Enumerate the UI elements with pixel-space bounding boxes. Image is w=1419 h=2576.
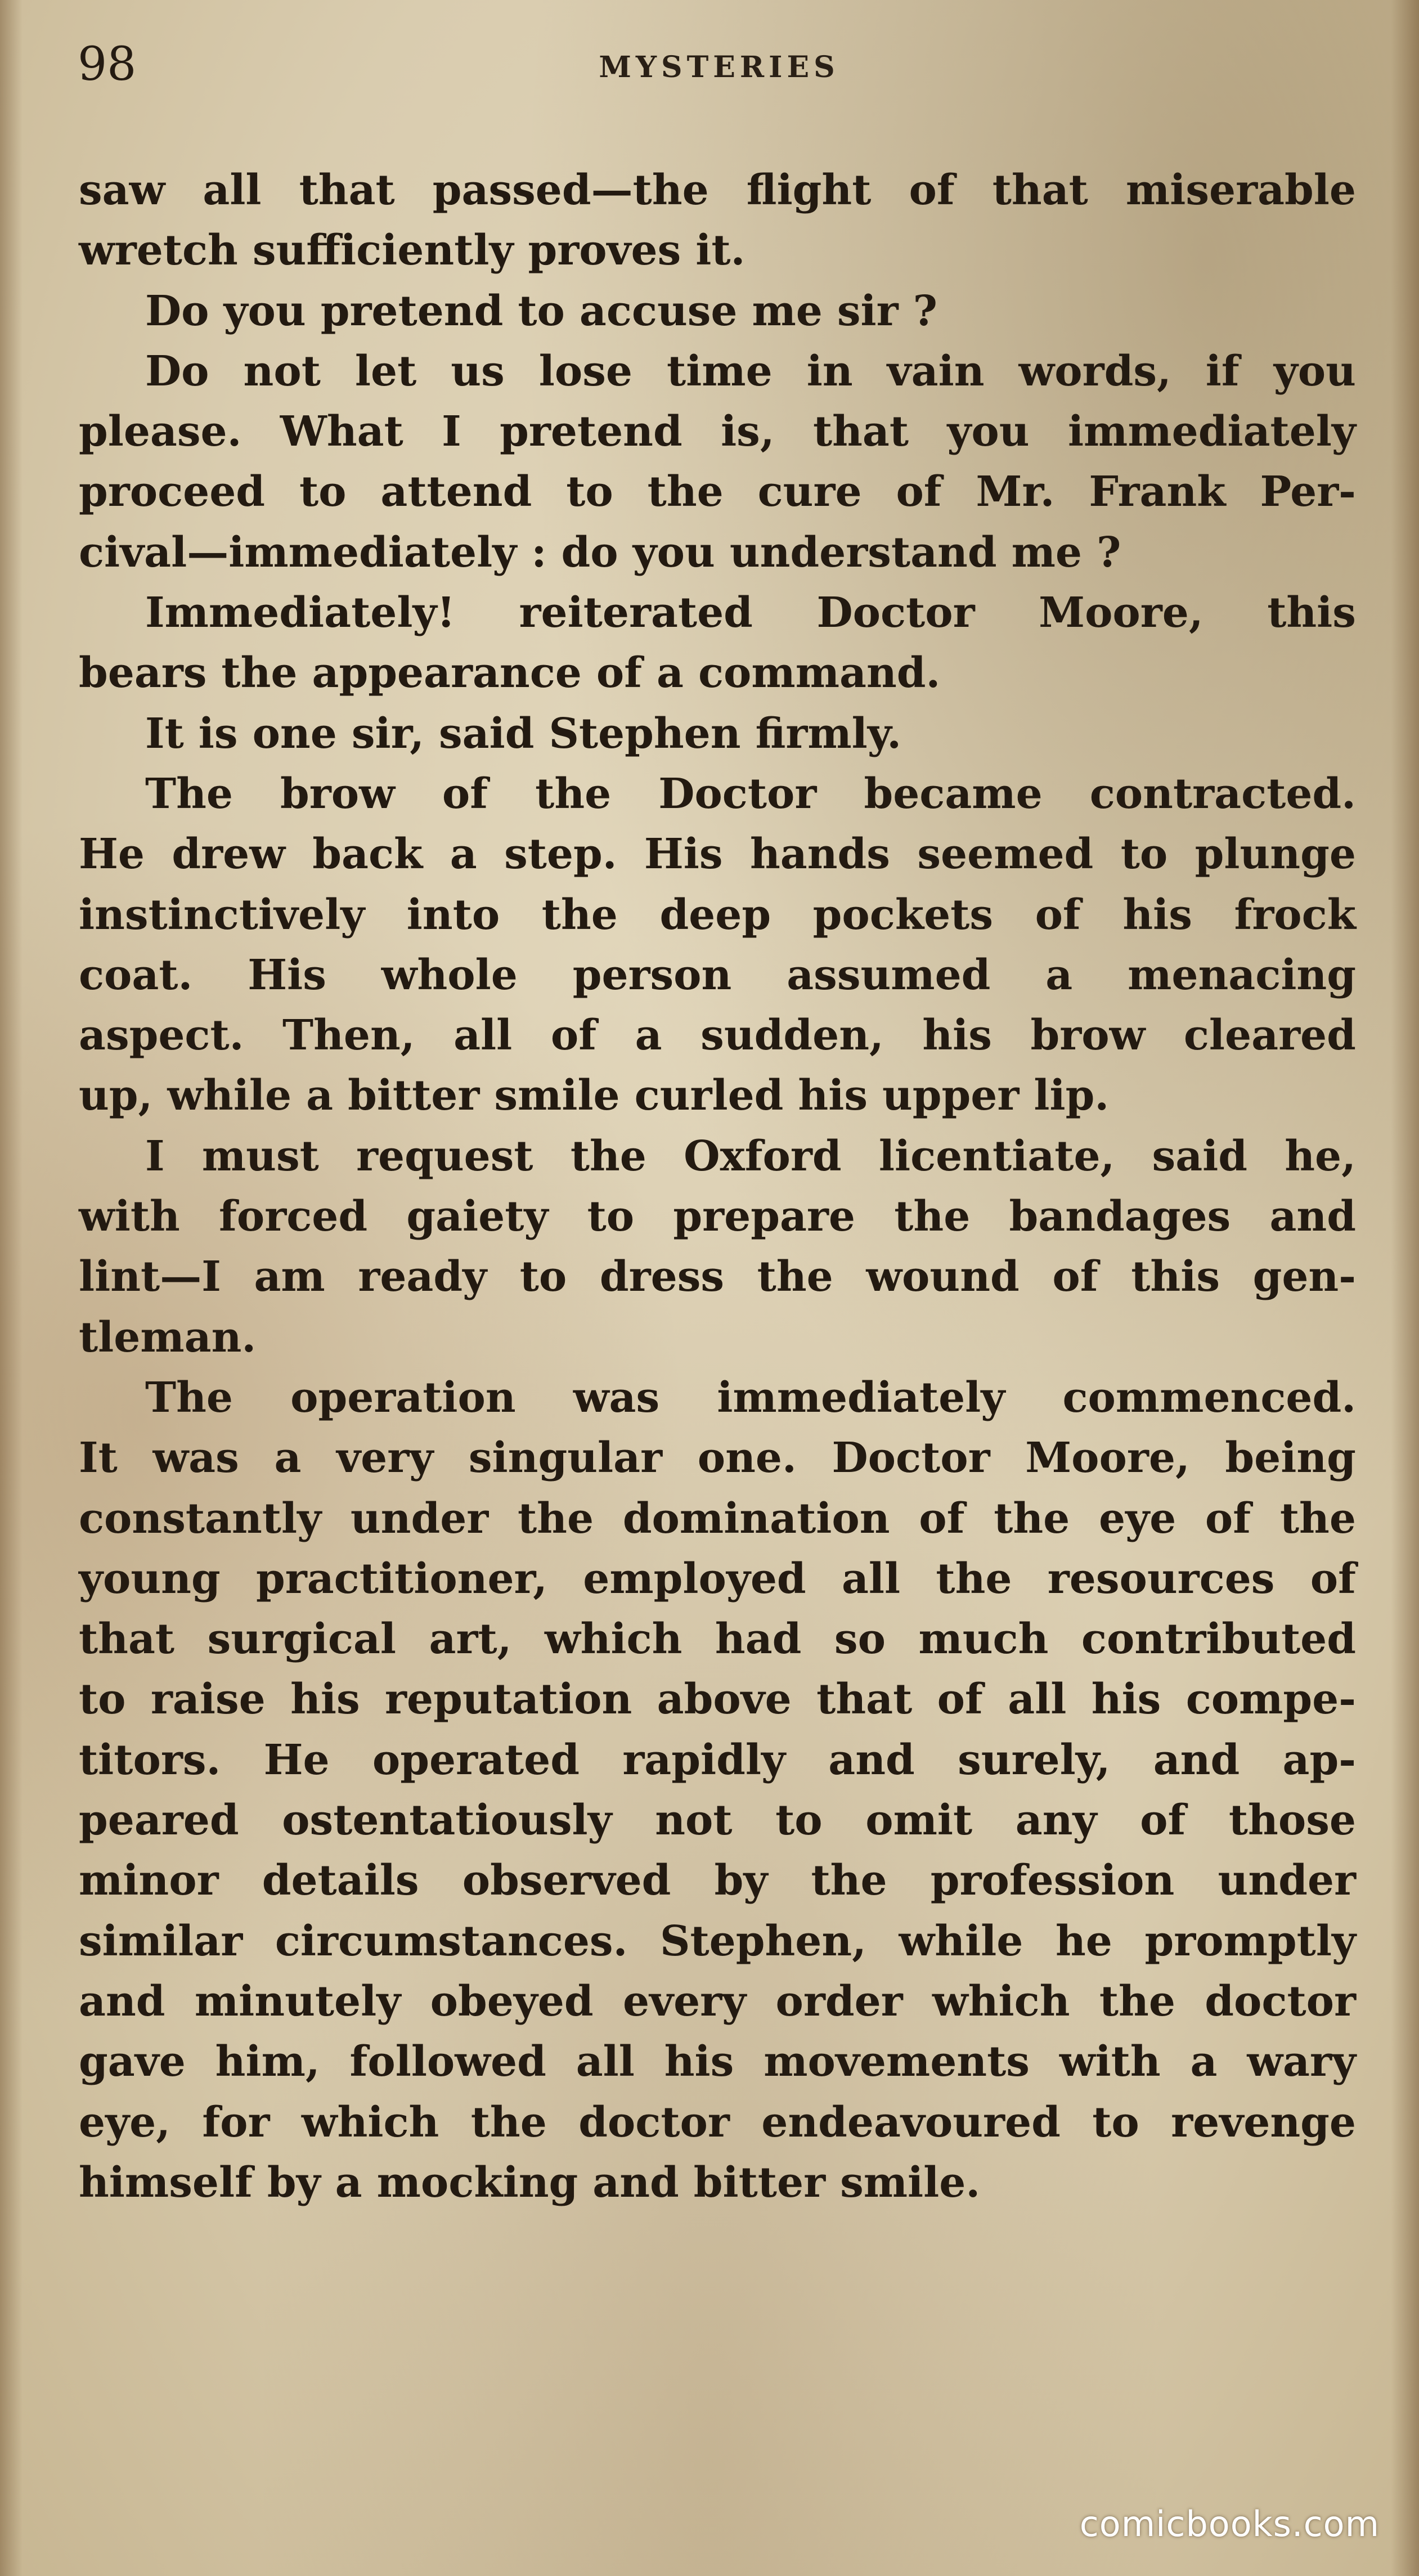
text-line: It is one sir, said Stephen firmly. [145, 709, 902, 758]
watermark: comicbooks.com [1079, 2503, 1380, 2544]
text-line: to raise his reputation above that of all his compe- [79, 1675, 1356, 1724]
body-text [79, 160, 1356, 2213]
text-line: that surgical art, which had so much contributed [79, 1615, 1356, 1664]
text-line: up, while a bitter smile curled his upper lip. [79, 1071, 1110, 1120]
text-line: He drew back a step. His hands seemed to plunge [79, 830, 1356, 879]
text-line: lint—I am ready to dress the wound of this gen- [79, 1253, 1356, 1302]
text-line: Do you pretend to accuse me sir ? [145, 286, 937, 335]
text-line: aspect. Then, all of a sudden, his brow cleared [79, 1011, 1356, 1060]
text-line: bears the appearance of a command. [79, 649, 941, 698]
text-line: and minutely obeyed every order which the doctor [79, 1977, 1356, 2026]
text-line: The brow of the Doctor became contracted. [145, 769, 1356, 818]
text-line: peared ostentatiously not to omit any of those [79, 1796, 1356, 1845]
text-line: himself by a mocking and bitter smile. [79, 2158, 981, 2207]
page-number: 98 [78, 38, 137, 91]
running-head: MYSTERIES [599, 50, 839, 84]
text-line: eye, for which the doctor endeavoured to revenge [79, 2098, 1356, 2147]
text-line: with forced gaiety to prepare the bandages and [79, 1192, 1356, 1241]
text-line: tleman. [79, 1313, 257, 1362]
text-line: minor details observed by the profession under [79, 1856, 1356, 1905]
text-line: young practitioner, employed all the resources of [79, 1554, 1356, 1603]
page-edge-shadow-left [0, 0, 23, 2576]
page-header [78, 34, 1360, 101]
text-line: coat. His whole person assumed a menacing [79, 950, 1356, 999]
text-line: It was a very singular one. Doctor Moore, being [79, 1434, 1356, 1483]
text-line: proceed to attend to the cure of Mr. Frank Per- [79, 468, 1356, 517]
page-edge-shadow-right [1391, 0, 1419, 2576]
text-line: constantly under the domination of the eye of the [79, 1494, 1356, 1543]
text-line: similar circumstances. Stephen, while he promptly [79, 1917, 1356, 1965]
text-line: please. What I pretend is, that you immediately [79, 407, 1356, 456]
text-line: The operation was immediately commenced. [145, 1373, 1356, 1422]
text-line: I must request the Oxford licentiate, said he, [145, 1132, 1356, 1181]
text-line: Immediately! reiterated Doctor Moore, this [145, 589, 1356, 638]
text-line: instinctively into the deep pockets of his frock [79, 890, 1356, 939]
text-line: gave him, followed all his movements with a wary [79, 2038, 1356, 2086]
text-line: Do not let us lose time in vain words, if you [145, 347, 1356, 396]
text-line: wretch sufficiently proves it. [79, 226, 746, 275]
text-line: cival—immediately : do you understand me ? [79, 528, 1121, 577]
text-line: saw all that passed—the flight of that miserable [79, 166, 1356, 214]
text-line: titors. He operated rapidly and surely, and ap- [79, 1735, 1356, 1784]
